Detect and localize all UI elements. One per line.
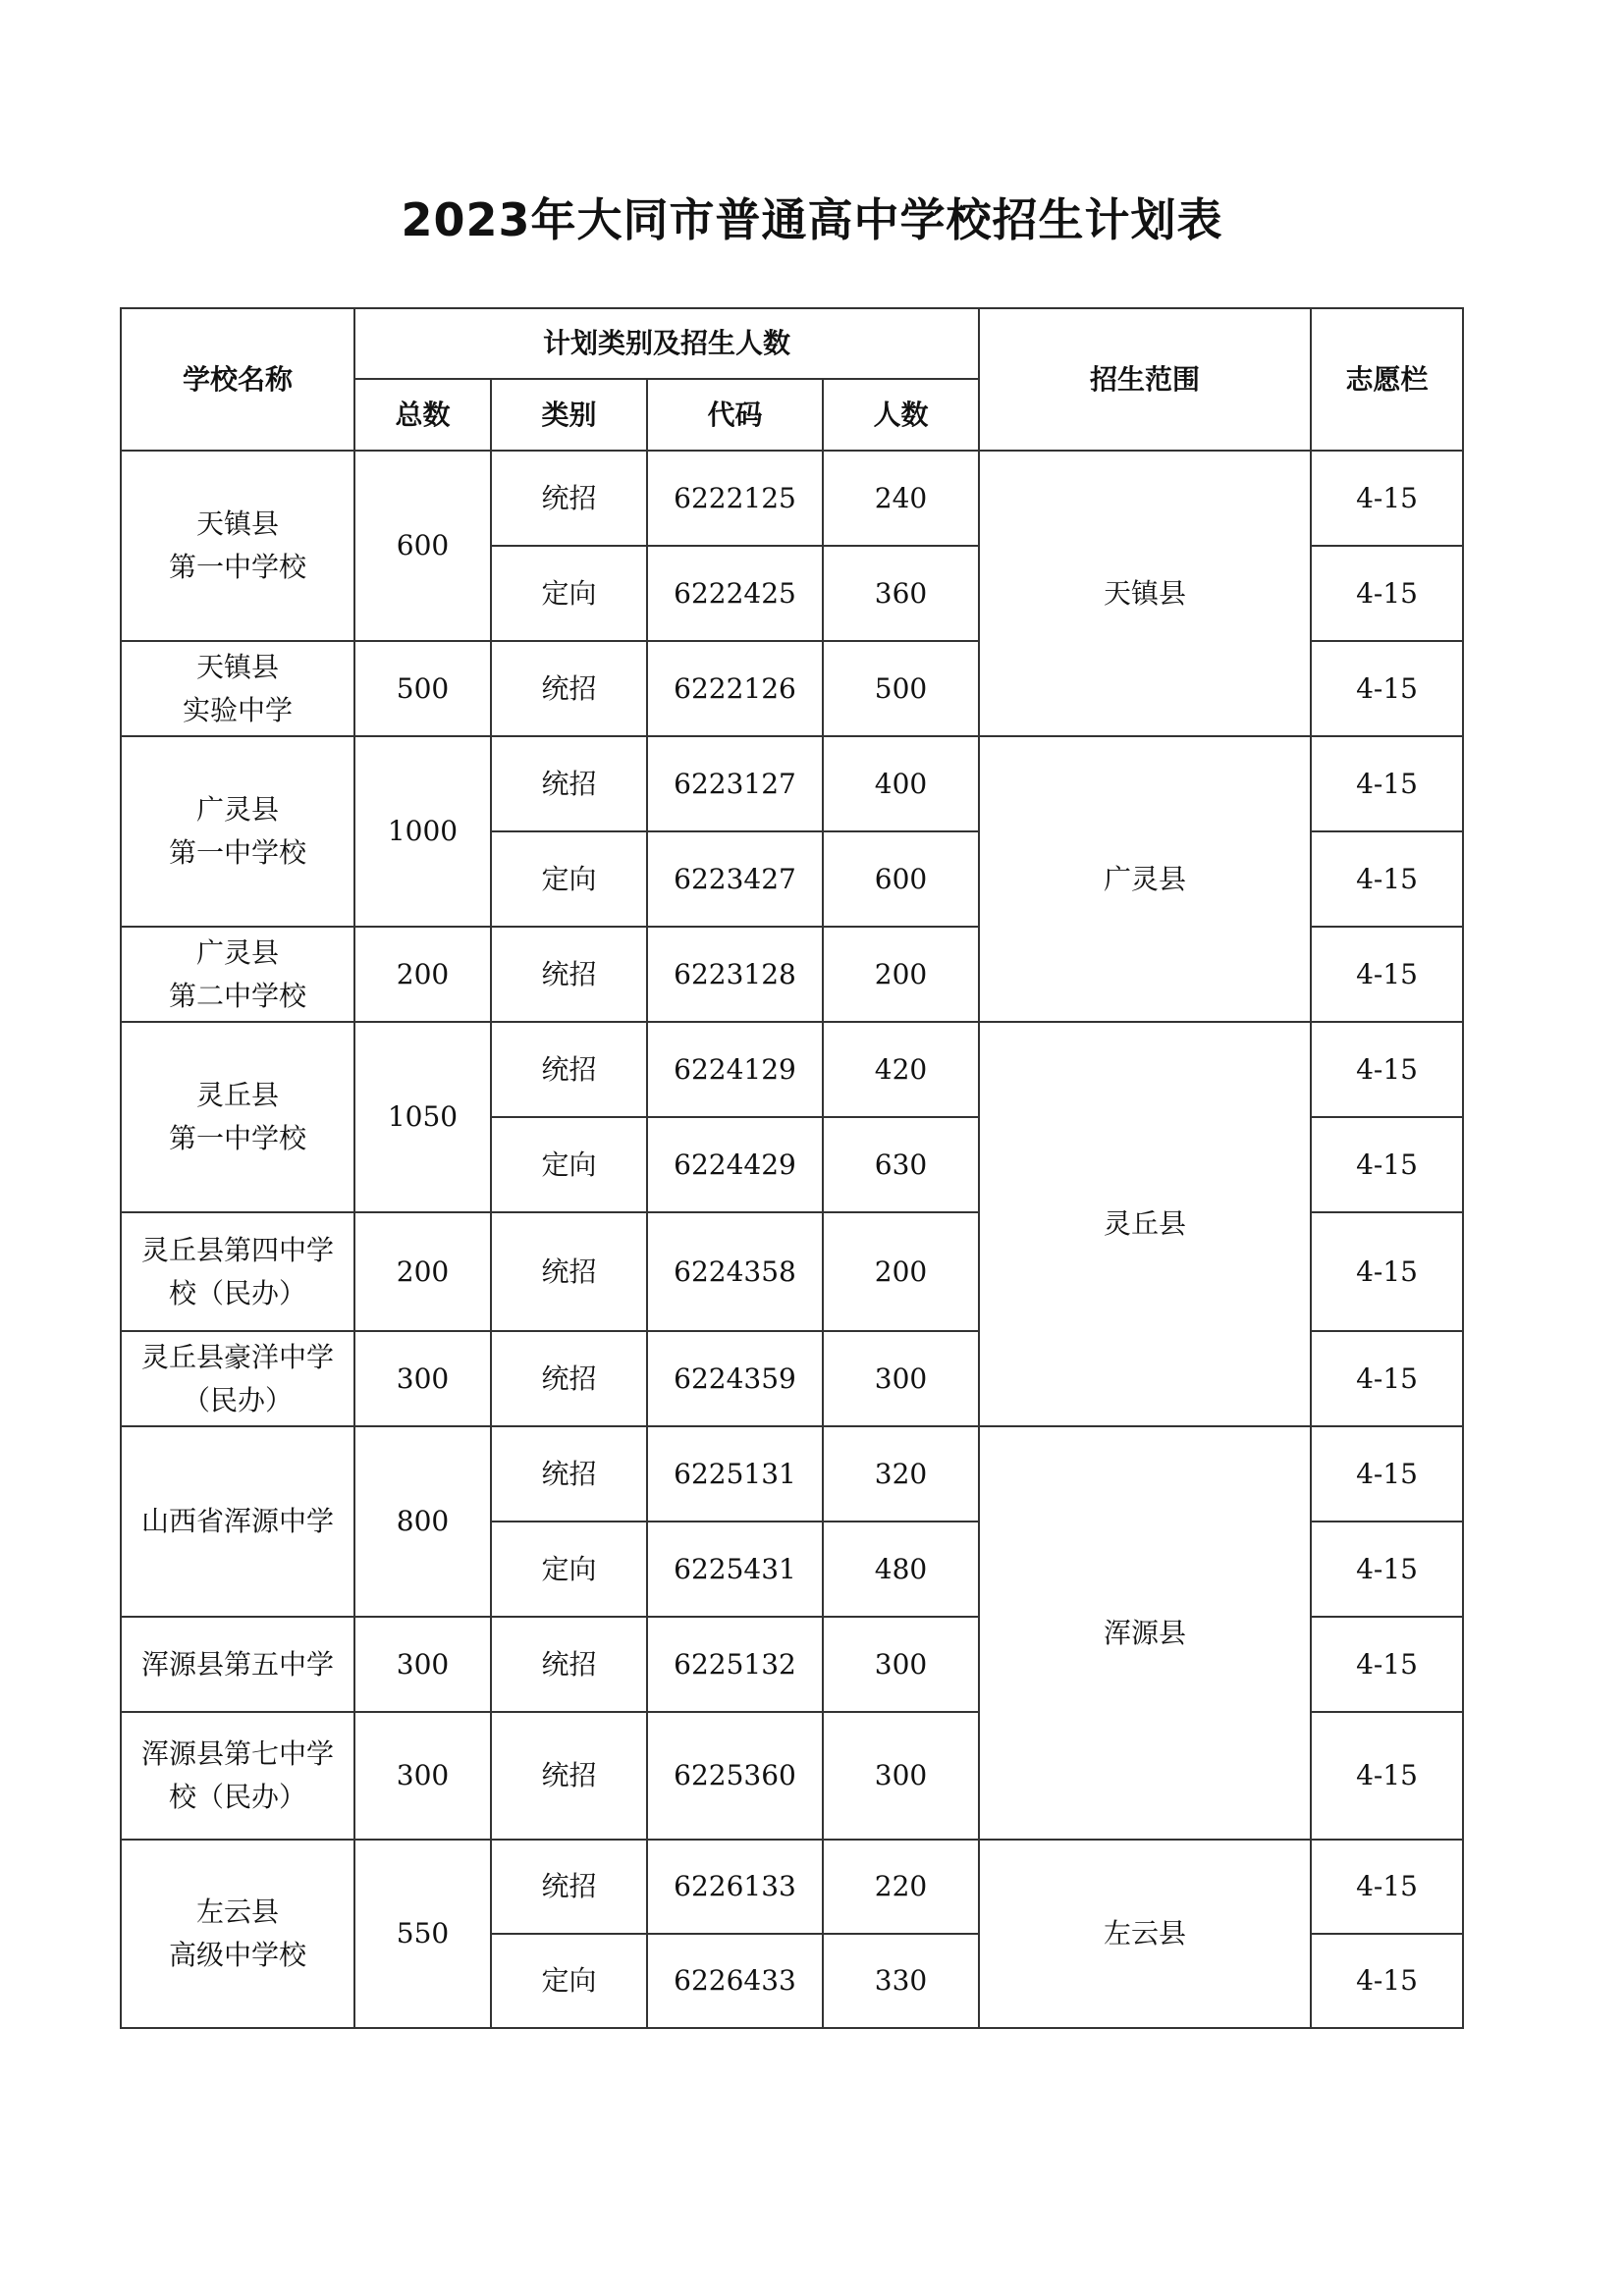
count: 240 — [823, 451, 979, 546]
school-name: 山西省浑源中学 — [121, 1426, 354, 1617]
school-name: 灵丘县豪洋中学 （民办） — [121, 1331, 354, 1426]
code: 6222425 — [647, 546, 823, 641]
school-name: 浑源县第七中学 校（民办） — [121, 1712, 354, 1840]
school-name: 广灵县 第一中学校 — [121, 736, 354, 927]
preference: 4-15 — [1311, 1840, 1463, 1934]
count: 420 — [823, 1022, 979, 1117]
total-count: 600 — [354, 451, 491, 641]
school-name: 天镇县 第一中学校 — [121, 451, 354, 641]
code: 6223427 — [647, 831, 823, 927]
preference: 4-15 — [1311, 831, 1463, 927]
scope: 天镇县 — [979, 451, 1311, 736]
category: 定向 — [491, 831, 647, 927]
code: 6224129 — [647, 1022, 823, 1117]
count: 300 — [823, 1712, 979, 1840]
count: 300 — [823, 1331, 979, 1426]
scope: 浑源县 — [979, 1426, 1311, 1840]
preference: 4-15 — [1311, 1522, 1463, 1617]
preference: 4-15 — [1311, 546, 1463, 641]
school-name: 灵丘县 第一中学校 — [121, 1022, 354, 1212]
table-row — [121, 1426, 1463, 1522]
preference: 4-15 — [1311, 1617, 1463, 1712]
category: 统招 — [491, 451, 647, 546]
table-row — [121, 451, 1463, 546]
school-name: 广灵县 第二中学校 — [121, 927, 354, 1022]
school-name: 灵丘县第四中学 校（民办） — [121, 1212, 354, 1331]
preference: 4-15 — [1311, 1212, 1463, 1331]
total-count: 300 — [354, 1617, 491, 1712]
header-plan-group: 计划类别及招生人数 — [354, 308, 979, 379]
category: 统招 — [491, 927, 647, 1022]
table-row — [121, 1022, 1463, 1117]
preference: 4-15 — [1311, 1331, 1463, 1426]
header-scope: 招生范围 — [979, 308, 1311, 451]
category: 定向 — [491, 1934, 647, 2028]
count: 500 — [823, 641, 979, 736]
preference: 4-15 — [1311, 1022, 1463, 1117]
header-count: 人数 — [823, 379, 979, 451]
code: 6222126 — [647, 641, 823, 736]
code: 6223128 — [647, 927, 823, 1022]
total-count: 1050 — [354, 1022, 491, 1212]
total-count: 300 — [354, 1712, 491, 1840]
count: 480 — [823, 1522, 979, 1617]
school-name: 左云县 高级中学校 — [121, 1840, 354, 2028]
category: 统招 — [491, 1712, 647, 1840]
count: 200 — [823, 927, 979, 1022]
header-category: 类别 — [491, 379, 647, 451]
count: 630 — [823, 1117, 979, 1212]
total-count: 500 — [354, 641, 491, 736]
count: 220 — [823, 1840, 979, 1934]
code: 6226433 — [647, 1934, 823, 2028]
school-name: 浑源县第五中学 — [121, 1617, 354, 1712]
preference: 4-15 — [1311, 641, 1463, 736]
preference: 4-15 — [1311, 927, 1463, 1022]
count: 330 — [823, 1934, 979, 2028]
category: 统招 — [491, 1426, 647, 1522]
scope: 广灵县 — [979, 736, 1311, 1022]
scope: 灵丘县 — [979, 1022, 1311, 1426]
header-code: 代码 — [647, 379, 823, 451]
header-preference: 志愿栏 — [1311, 308, 1463, 451]
code: 6225131 — [647, 1426, 823, 1522]
category: 统招 — [491, 1617, 647, 1712]
header-total: 总数 — [354, 379, 491, 451]
code: 6224358 — [647, 1212, 823, 1331]
preference: 4-15 — [1311, 1426, 1463, 1522]
preference: 4-15 — [1311, 451, 1463, 546]
scope: 左云县 — [979, 1840, 1311, 2028]
code: 6222125 — [647, 451, 823, 546]
total-count: 550 — [354, 1840, 491, 2028]
category: 定向 — [491, 1117, 647, 1212]
total-count: 300 — [354, 1331, 491, 1426]
category: 统招 — [491, 641, 647, 736]
table-row — [121, 1840, 1463, 1934]
count: 360 — [823, 546, 979, 641]
category: 统招 — [491, 1022, 647, 1117]
code: 6224359 — [647, 1331, 823, 1426]
category: 定向 — [491, 1522, 647, 1617]
code: 6224429 — [647, 1117, 823, 1212]
code: 6223127 — [647, 736, 823, 831]
total-count: 200 — [354, 927, 491, 1022]
count: 400 — [823, 736, 979, 831]
category: 统招 — [491, 1840, 647, 1934]
page-title: 2023年大同市普通高中学校招生计划表 — [401, 193, 1223, 246]
total-count: 800 — [354, 1426, 491, 1617]
category: 定向 — [491, 546, 647, 641]
enrollment-plan-table — [120, 307, 1464, 2029]
code: 6225431 — [647, 1522, 823, 1617]
count: 300 — [823, 1617, 979, 1712]
count: 600 — [823, 831, 979, 927]
count: 200 — [823, 1212, 979, 1331]
count: 320 — [823, 1426, 979, 1522]
category: 统招 — [491, 1331, 647, 1426]
preference: 4-15 — [1311, 1117, 1463, 1212]
table-row — [121, 736, 1463, 831]
code: 6225132 — [647, 1617, 823, 1712]
total-count: 1000 — [354, 736, 491, 927]
code: 6225360 — [647, 1712, 823, 1840]
category: 统招 — [491, 1212, 647, 1331]
preference: 4-15 — [1311, 1712, 1463, 1840]
header-school-name: 学校名称 — [121, 308, 354, 451]
preference: 4-15 — [1311, 736, 1463, 831]
preference: 4-15 — [1311, 1934, 1463, 2028]
total-count: 200 — [354, 1212, 491, 1331]
category: 统招 — [491, 736, 647, 831]
code: 6226133 — [647, 1840, 823, 1934]
school-name: 天镇县 实验中学 — [121, 641, 354, 736]
